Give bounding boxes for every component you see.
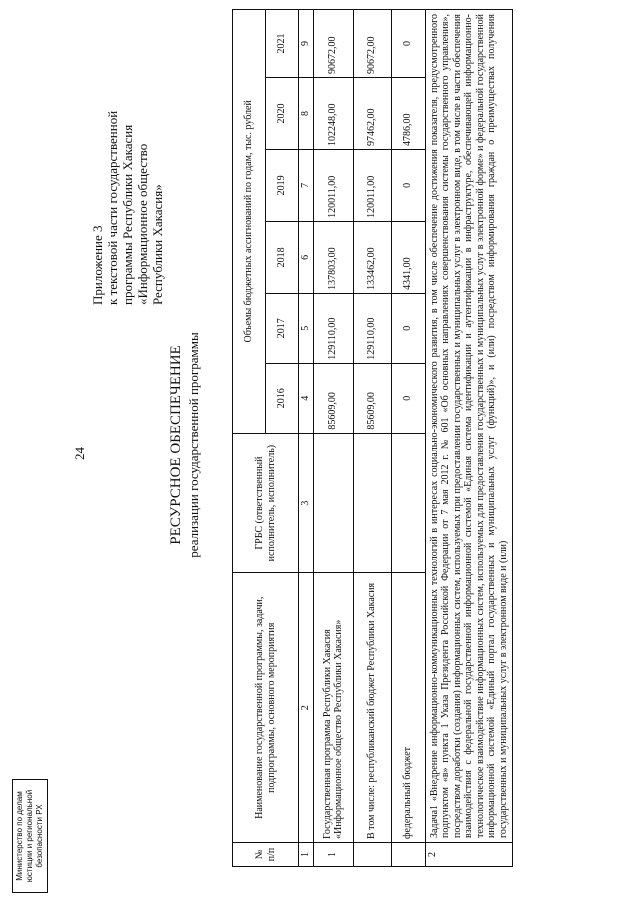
header-year: 2019: [266, 149, 299, 221]
row-value: 0: [391, 363, 425, 433]
column-number: 4: [299, 363, 314, 433]
row-name: Государственная программа Республики Хакасия «Информационное общество Республики Хакасия»: [313, 573, 353, 843]
row-value: 102248,00: [313, 78, 353, 150]
header-year: 2017: [266, 293, 299, 363]
appendix-line: Приложение 3: [90, 225, 105, 305]
row-value: 120011,00: [313, 149, 353, 221]
column-number: 3: [299, 433, 314, 573]
row-grbs: [353, 433, 391, 573]
row-value: 90672,00: [313, 10, 353, 78]
row-value: 4786,00: [391, 78, 425, 150]
registration-stamp: [12, 779, 48, 893]
row-number: [391, 843, 425, 867]
row-name: В том числе: республиканский бюджет Республики Хакасия: [353, 573, 391, 843]
table-row: [391, 10, 425, 867]
header-year: 2020: [266, 78, 299, 150]
task-number: 2: [425, 843, 513, 867]
row-grbs: [313, 433, 353, 573]
row-value: 129110,00: [313, 293, 353, 363]
row-value: 133462,00: [353, 221, 391, 293]
row-value: 85609,00: [313, 363, 353, 433]
header-name: Наименование государственной программы, задачи, подпрограммы, основного мероприятия: [233, 573, 299, 843]
task-text: Задача1 «Внедрение информационно-коммуникационных технологий в интересах социально-экономического развития, в том числе обеспечение достижения показателя, предусмотренного подпунктом «в» пункта 1 Указа Президента Российской Федерации от 7 мая 2012 г. № 601 «Об основных направлениях совершенствования системы государственного управления», посредством доработки (создания) информационных систем, используемых при предоставлении государственных и муниципальных услуг в электронном виде, в том числе в части обеспечения взаимодействия с федеральной государственной информационной системой «Единая система идентификации и аутентификации в инфраструктуре, обеспечивающей информационно-технологическое взаимодействие информационных систем, используемых для предоставления государственных и муниципальных услуг в электронной форме» и федеральной государственной информационной системой «Единый портал государственных и муниципальных услуг (функций)», и (или) посредством информирования граждан о преимуществах получения государственных и муниципальных услуг в электронном виде и (или): [425, 10, 513, 843]
document-title: РЕСУРСНОЕ ОБЕСПЕЧЕНИЕ: [168, 345, 184, 545]
appendix-line: Республики Хакасия»: [150, 184, 165, 305]
row-number: [353, 843, 391, 867]
row-value: 0: [391, 293, 425, 363]
appendix-line: «Информационное общество: [135, 143, 150, 305]
column-number: 2: [299, 573, 314, 843]
appendix-line: программы Республики Хакасия: [120, 124, 135, 305]
column-number: 1: [299, 843, 314, 867]
row-value: 129110,00: [353, 293, 391, 363]
column-number: 6: [299, 221, 314, 293]
row-grbs: [391, 433, 425, 573]
row-value: 85609,00: [353, 363, 391, 433]
column-number: 9: [299, 10, 314, 78]
row-value: 90672,00: [353, 10, 391, 78]
header-year: 2021: [266, 10, 299, 78]
row-number: 1: [313, 843, 353, 867]
row-name: федеральный бюджет: [391, 573, 425, 843]
column-number: 7: [299, 149, 314, 221]
header-number: № п/п: [233, 843, 299, 867]
row-value: 0: [391, 149, 425, 221]
column-number: 5: [299, 293, 314, 363]
document-subtitle: реализации государственной программы: [186, 332, 201, 558]
numbering-row: [299, 10, 314, 867]
header-year: 2016: [266, 363, 299, 433]
table-row: [313, 10, 353, 867]
row-value: 120011,00: [353, 149, 391, 221]
stamp-line: юстиции и региональной: [25, 789, 34, 883]
stamp-line: Министерство по делам: [15, 791, 24, 881]
row-value: 0: [391, 10, 425, 78]
header-budget-group: Объемы бюджетных ассигнований по годам, тыс. рублей: [233, 10, 266, 434]
appendix-line: к текстовой части государственной: [105, 110, 120, 305]
page-number: 24: [72, 447, 87, 460]
table-row: [353, 10, 391, 867]
row-value: 137803,00: [313, 221, 353, 293]
resource-table: [232, 9, 513, 867]
column-number: 8: [299, 78, 314, 150]
row-value: 4341,00: [391, 221, 425, 293]
row-value: 97462,00: [353, 78, 391, 150]
appendix-heading: [90, 15, 165, 305]
header-grbs: ГРБС (ответственный исполнитель, исполнитель): [233, 433, 299, 573]
header-year: 2018: [266, 221, 299, 293]
task-row: [425, 10, 513, 867]
stamp-line: безопасности РХ: [35, 804, 44, 868]
